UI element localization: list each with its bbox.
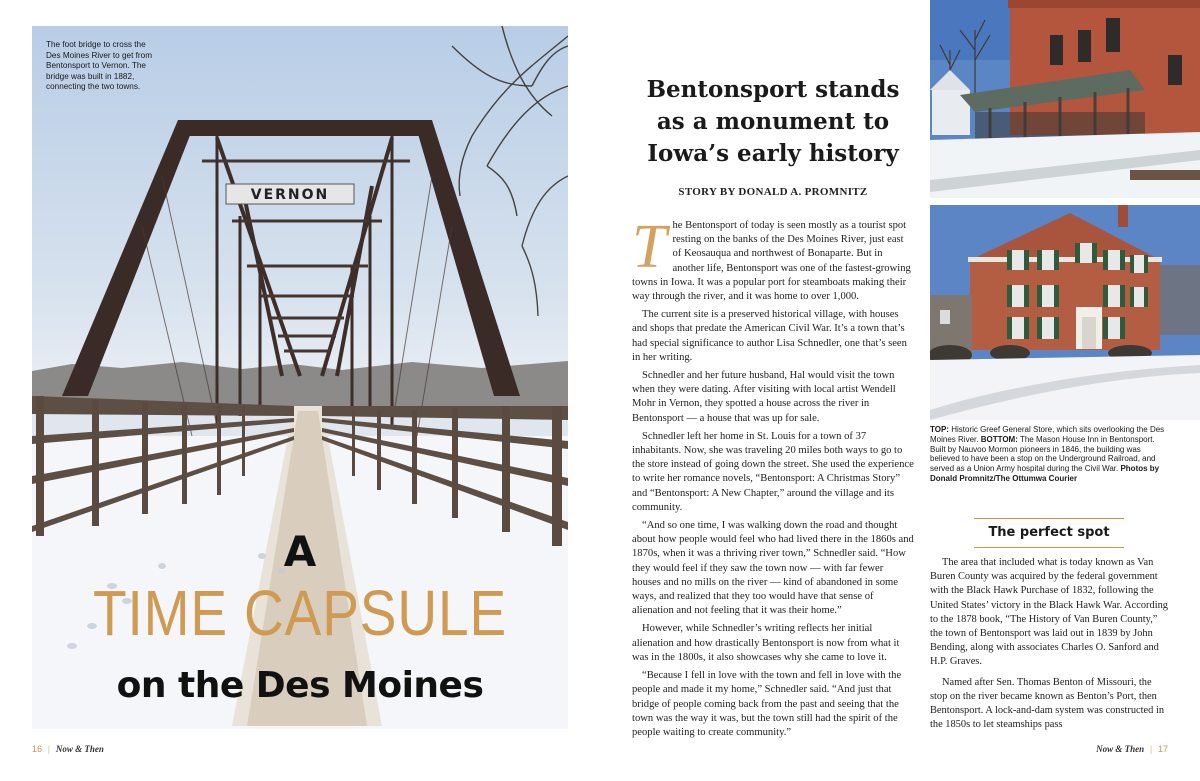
article-body-continued (930, 556, 1168, 738)
title-line-a: A (283, 527, 317, 576)
article-paragraph: However, while Schnedler’s writing reflects her initial alienation and how drastically Bentonsport is now from what it was in the 1800s, it also showcases why she came to love it. (632, 623, 900, 663)
caption-bottom-label: BOTTOM: (980, 434, 1018, 444)
title-time-capsule: TIME CAPSULE (92, 577, 508, 649)
article-paragraph: “Because I fell in love with the town and fell in love with the people and made it my home,” Schnedler said. “And just that bridge of people coming back from the past and seeing that the town was the way it was, but the town still had the spirit of the people waiting to create community.” (632, 670, 902, 738)
photos-caption (930, 425, 1168, 484)
folio-right (1096, 744, 1168, 754)
article-paragraph: “And so one time, I was walking down the road and thought about how people would feel who had lived there in the 1860s and 1870s, when it was a thriving river town,” Schnedler said. “How they would feel if they saw the town now — with far fewer houses and no mills on the river — kind of abandoned in some ways, and realized that they too would have that sense of alienation and not feeling that it was their home.” (632, 520, 914, 617)
mason-house-inn-photo (930, 205, 1200, 420)
title-on-the-des-moines: on the Des Moines (116, 665, 484, 706)
article-headline: Bentonsport stands as a monument to Iowa’s early history (646, 76, 900, 167)
article-paragraph: Schnedler left her home in St. Louis for a town of 37 inhabitants. Now, she was traveling 20 miles both ways to go to the store instead of going down the street. She used the experience to write her romance novels, “Bentonsport: A Christmas Story” and “Bentonsport: A New Chapter,” around the village and its community. (632, 430, 914, 513)
caption-top-text: Historic Greef General Store, which sits overlooking the Des Moines River. (930, 425, 1165, 444)
folio-separator-right: | (1150, 744, 1152, 754)
magazine-name-right: Now & Then (1096, 744, 1145, 754)
page-number-right: 17 (1157, 744, 1168, 754)
general-store-photo (930, 0, 1200, 198)
article-byline: STORY BY DONALD A. PROMNITZ (678, 186, 868, 198)
photo-credit: Photos by Donald Promnitz/The Ottumwa Courier (930, 464, 1160, 483)
article-paragraph: The Bentonsport of today is seen mostly as a tourist spot resting on the banks of the Des Moines River, just east of Keosauqua and northwest of Bonaparte. But in another life, Bentonsport was one of the fastest-growing towns in Iowa. It was a popular port for steamboats making their way through the river, and it was home to over 1,000. (632, 213, 911, 303)
folio-separator-left: | (48, 744, 50, 754)
vernon-sign: VERNON (250, 187, 330, 203)
article-paragraph: The area that included what is today known as Van Buren County was acquired by the federal government with the Black Hawk Purchase of 1832, following the United States’ victory in the Black Hawk War. According to the 1878 book, “The History of Van Buren County,” the town of Bentonsport was laid out in 1839 by John Bending, along with associates Charles O. Sanford and H.P. Graves. (930, 557, 1168, 668)
magazine-name-left: Now & Then (55, 744, 104, 754)
caption-top-label: TOP: (930, 425, 949, 434)
folio-left (32, 744, 104, 754)
photo-caption: The foot bridge to cross the Des Moines River to get from Bentonsport to Vernon. The bridge was built in 1882, connecting the two towns. (46, 40, 153, 92)
article-paragraph: Schnedler and her future husband, Hal would visit the town when they were dating. After visiting with local artist Wendell Mohr in Vernon, they spotted a house across the river in Bentonsport — a house that was up for sale. (632, 370, 896, 424)
drop-cap: T (632, 213, 667, 281)
page-number-left: 16 (32, 744, 43, 754)
article-paragraph: The current site is a preserved historical village, with houses and shops that predate the American Civil War. It’s a town that’s had special significance to author Lisa Schnedler, one that’s seen in her writing. (632, 309, 907, 363)
article-body (632, 213, 914, 744)
caption-bottom-text: The Mason House Inn in Bentonsport. Built by Nauvoo Mormon pioneers in 1846, the building was believed to have been a stop on the Underground Railroad, and served as a Union Army hospital during the Civil War. (930, 434, 1156, 474)
subheading-perfect-spot: The perfect spot (974, 518, 1124, 548)
article-paragraph: Named after Sen. Thomas Benton of Missouri, the stop on the river became known as Benton’s Port, then Bentonsport. A lock-and-dam system was constructed in the 1850s to let steamships pass (930, 676, 1165, 731)
